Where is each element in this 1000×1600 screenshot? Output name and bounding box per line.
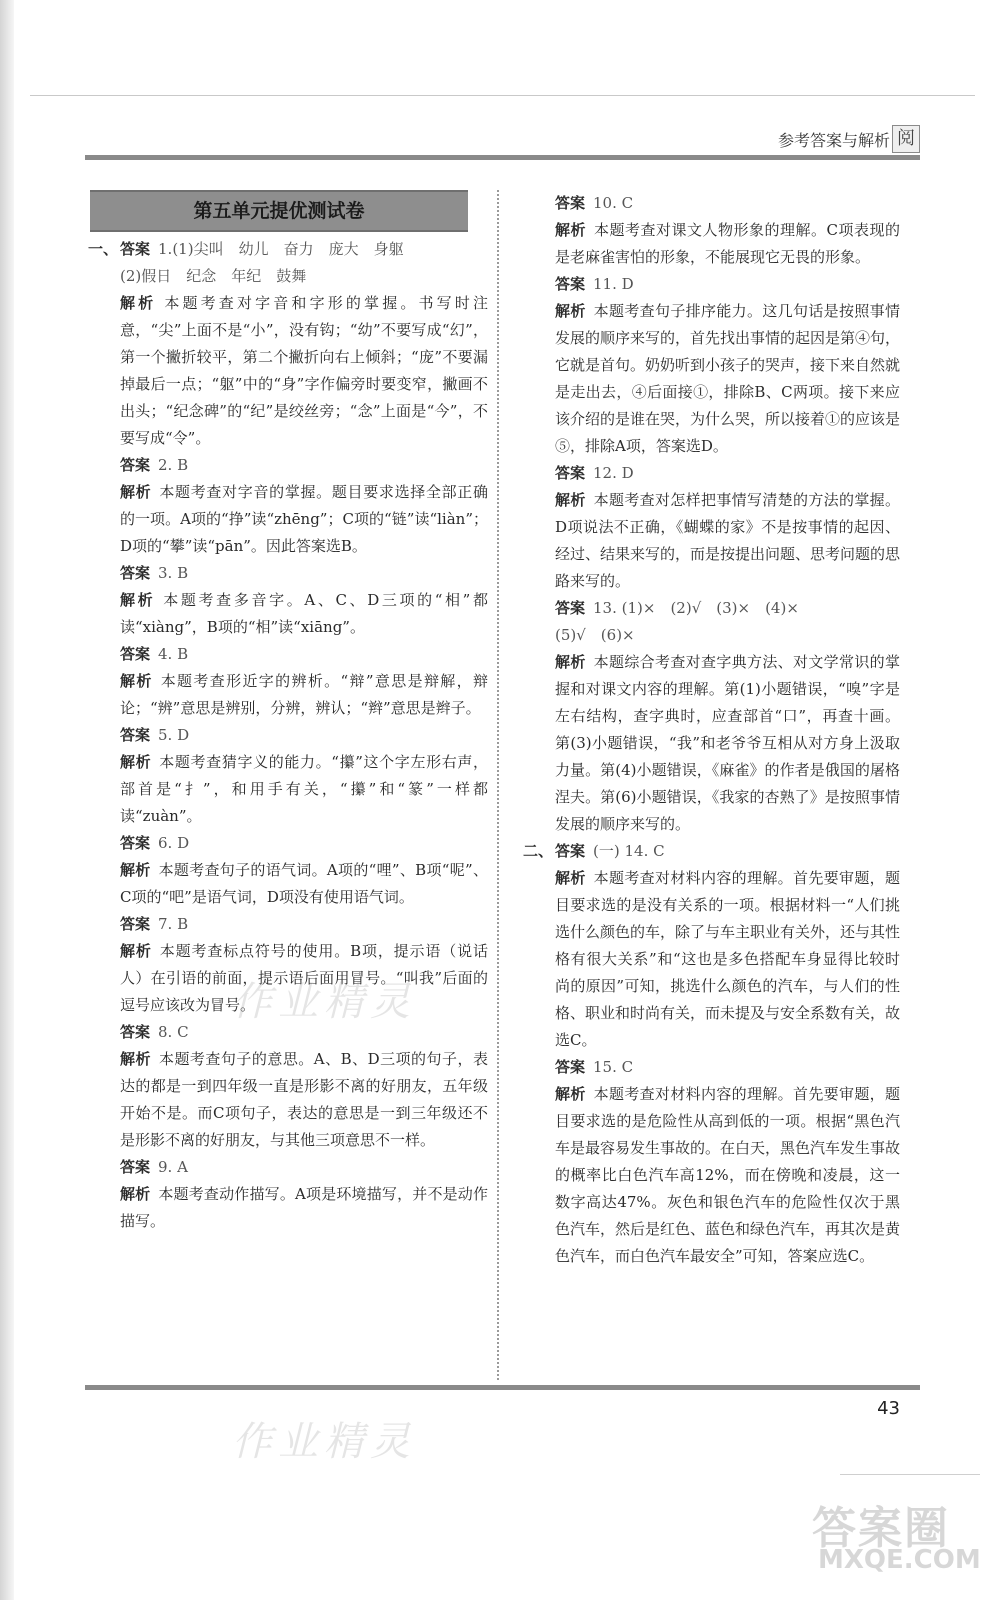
analysis-label: 解析 [555,491,586,509]
watermark-text: 作业精灵 [232,979,416,1025]
answer-value: 1.(1)尖叫 幼儿 奋力 庞大 身躯 [158,240,404,258]
top-divider [30,95,975,96]
answer-value: 8. C [158,1023,189,1041]
question-12 [555,460,900,595]
answer-value: 5. D [158,726,190,744]
analysis-label: 解析 [120,1185,151,1203]
answer-label: 答案 [120,1158,151,1176]
footer-rule [85,1385,920,1390]
answer-label: 答案 [120,1023,151,1041]
analysis-text: 本题考查对怎样把事情写清楚的方法的掌握。D项说法不正确，《蝴蝶的家》不是按事情的起因、经过、结果来写的，而是按提出问题、思考问题的思路来写的。 [555,491,901,590]
answer-label: 答案 [120,240,151,258]
question-14 [523,838,900,1054]
question-1 [88,236,488,452]
part-number: 二、 [523,842,554,860]
analysis-label: 解析 [555,1085,586,1103]
answer-label: 答案 [120,456,151,474]
answer-label: 答案 [120,726,151,744]
question-15 [555,1054,900,1270]
answer-value: 4. B [158,645,189,663]
analysis-label: 解析 [555,221,587,239]
analysis-text: 本题考查句子的意思。A、B、D三项的句子，表达的都是一到四年级一直是形影不离的好朋友，五年级开始不是。而C项句子，表达的意思是一到三年级还不是形影不离的好朋友，与其他三项意思不一样。 [120,1050,488,1149]
answer-label: 答案 [120,564,151,582]
question-5 [88,722,488,830]
question-4 [88,641,488,722]
analysis-text: 本题综合考查对查字典方法、对文学常识的掌握和对课文内容的理解。第(1)小题错误，“嗅”字是左右结构，查字典时，应查部首“口”，再查十画。第(3)小题错误，“我”和老爷爷互相从对方身上汲取力量。第(4)小题错误，《麻雀》的作者是俄国的屠格涅夫。第(6)小题错误，《我家的杏熟了》是按照事情发展的顺序来写的。 [555,653,900,833]
question-6 [88,830,488,911]
answer-value: 12. D [593,464,634,482]
watermark-url: MXQE.COM [818,1545,981,1575]
answer-label: 答案 [555,275,586,293]
watermark-logo: 答案圈 [812,1503,950,1554]
analysis-label: 解析 [120,1050,151,1068]
analysis-label: 解析 [120,591,156,609]
answer-label: 答案 [555,194,586,212]
analysis-text: 本题考查句子排序能力。这几句话是按照事情发展的顺序来写的，首先找出事情的起因是第④句，它就是首句。奶奶听到小孩子的哭声，接下来自然就是走出去，④后面接①，排除B、C两项。接下来应该介绍的是谁在哭，为什么哭，所以接着①的应该是⑤，排除A项，答案选D。 [555,302,901,455]
answer-value: 11. D [593,275,634,293]
analysis-text: 本题考查形近字的辨析。“辩”意思是辩解，辩论；“辨”意思是辨别，分辨，辨认；“辫”意思是辫子。 [120,672,488,717]
analysis-label: 解析 [555,869,586,887]
question-11 [555,271,900,460]
right-column [523,190,901,1270]
analysis-label: 解析 [120,753,152,771]
answer-label: 答案 [555,1058,586,1076]
answer-value: 15. C [593,1058,634,1076]
question-2 [88,452,488,560]
answer-label: 答案 [555,599,586,617]
section-title: 第五单元提优测试卷 [90,190,468,232]
watermark-text: 作业精灵 [232,1419,416,1465]
answer-label: 答案 [555,464,586,482]
analysis-label: 解析 [120,483,152,501]
analysis-text: 本题考查猜字义的能力。“攥”这个字左形右声，部首是“扌”，和用手有关，“攥”和“篆”一样都读“zuàn”。 [120,753,488,825]
answer-value-cont: (2)假日 纪念 年纪 鼓舞 [120,267,307,285]
analysis-text: 本题考查对字音和字形的掌握。书写时注意，“尖”上面不是“小”，没有钩；“幼”不要写成“幻”，第一个撇折较平，第二个撇折向右上倾斜；“庞”不要漏掉最后一点；“躯”中的“身”字作偏旁时要变窄，撇画不出头；“纪念碑”的“纪”是绞丝旁；“念”上面是“今”，不要写成“令”。 [120,294,488,447]
answer-value: 10. C [593,194,634,212]
question-9 [88,1154,488,1235]
answer-value: 9. A [158,1158,188,1176]
analysis-label: 解析 [120,861,151,879]
answer-label: 答案 [555,842,586,860]
answer-value: 6. D [158,834,190,852]
question-3 [88,560,488,641]
header-badge: 阅 [892,125,920,153]
answer-label: 答案 [120,645,151,663]
analysis-text: 本题考查对字音的掌握。题目要求选择全部正确的一项。A项的“挣”读“zhēng”；C项的“链”读“liàn”；D项的“攀”读“pān”。因此答案选B。 [120,483,488,555]
analysis-text: 本题考查对材料内容的理解。首先要审题，题目要求选的是没有关系的一项。根据材料一“人们挑选什么颜色的车，除了与车主职业有关外，还与其性格有很大关系”和“这也是多色搭配车身显得比较时尚的原因”可知，挑选什么颜色的汽车，与人们的性格、职业和时尚有关，而未提及与安全系数有关，故选C。 [555,869,901,1049]
analysis-text: 本题考查标点符号的使用。B项，提示语（说话人）在引语的前面，提示语后面用冒号。“叫我”后面的逗号应该改为冒号。 [120,942,488,1014]
analysis-text: 本题考查对材料内容的理解。首先要审题，题目要求选的是危险性从高到低的一项。根据“黑色汽车是最容易发生事故的。在白天，黑色汽车发生事故的概率比白色汽车高12%，而在傍晚和凌晨，这一数字高达47%。灰色和银色汽车的危险性仅次于黑色汽车，然后是红色、蓝色和绿色汽车，再其次是黄色汽车，而白色汽车最安全”可知，答案应选C。 [555,1085,901,1265]
answer-value: 13. (1)× (2)√ (3)× (4)× [593,599,799,617]
answer-value: 7. B [158,915,189,933]
answer-value: 3. B [158,564,189,582]
analysis-label: 解析 [120,942,152,960]
header-title: 参考答案与解析 [777,131,890,150]
analysis-text: 本题考查动作描写。A项是环境描写，并不是动作描写。 [120,1185,488,1230]
question-13 [555,595,900,838]
analysis-label: 解析 [555,302,586,320]
header-rule [85,155,920,160]
page-edge-shadow [0,0,14,1600]
footer-faint-line [840,1474,980,1475]
answer-label: 答案 [120,834,151,852]
answer-value: (一) 14. C [593,842,665,860]
question-10 [555,190,900,271]
analysis-text: 本题考查多音字。A、C、D三项的“相”都读“xiàng”，B项的“相”读“xiāng”。 [120,591,488,636]
question-8 [88,1019,488,1154]
answer-value: 2. B [158,456,189,474]
left-column [88,190,488,1235]
analysis-label: 解析 [120,672,153,690]
analysis-text: 本题考查句子的语气词。A项的“哩”、B项“呢”、C项的“吧”是语气词，D项没有使用语气词。 [120,861,488,906]
page-number: 43 [877,1398,900,1419]
answer-label: 答案 [120,915,151,933]
analysis-text: 本题考查对课文人物形象的理解。C项表现的是老麻雀害怕的形象，不能展现它无畏的形象。 [555,221,900,266]
analysis-label: 解析 [120,294,157,312]
column-divider [497,190,499,1380]
analysis-label: 解析 [555,653,586,671]
answer-value-cont: (5)√ (6)× [555,626,635,644]
part-number: 一、 [88,240,119,258]
